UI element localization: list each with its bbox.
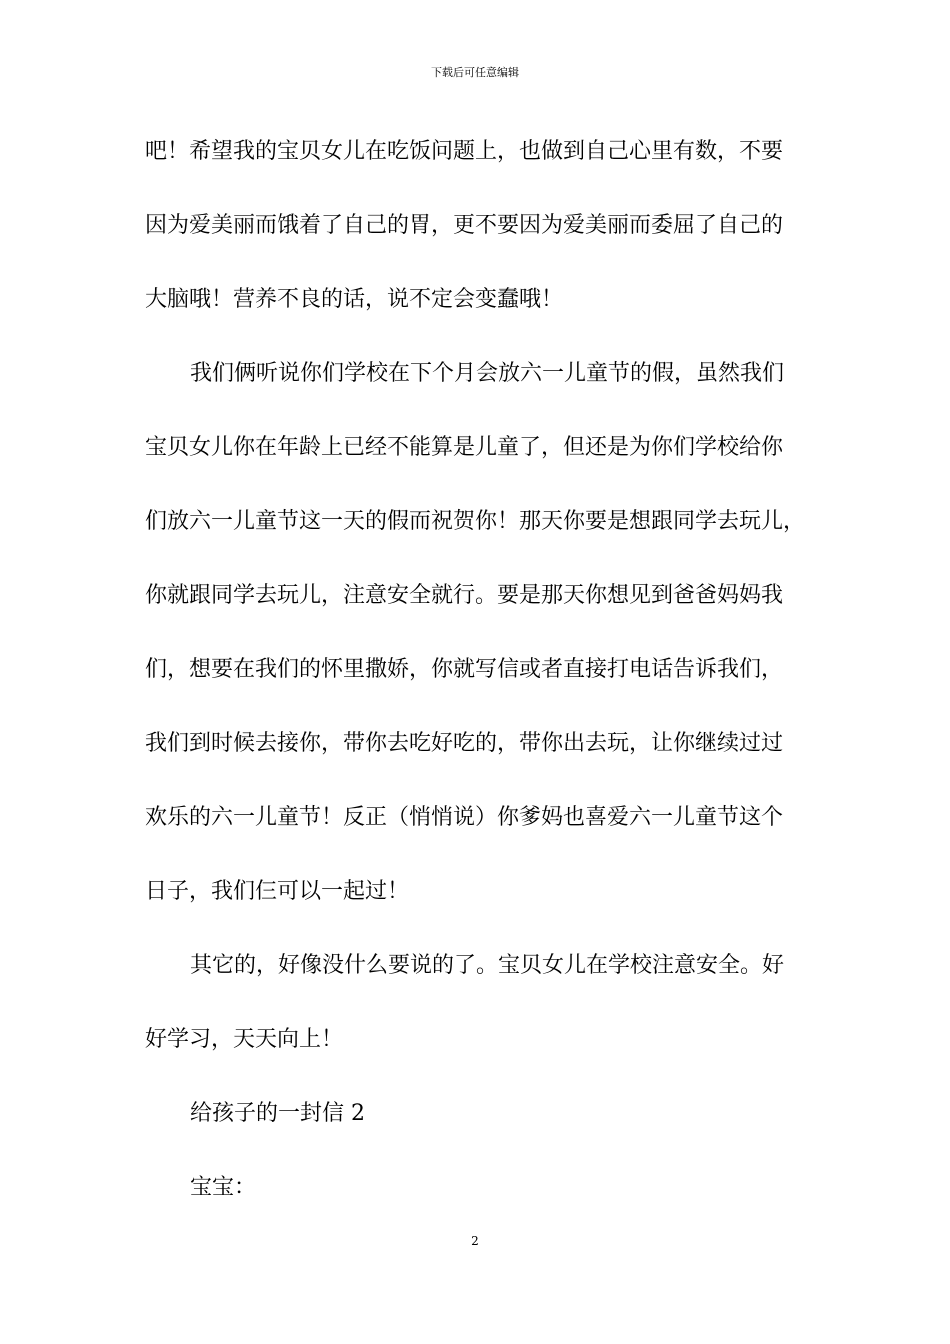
body-line: 因为爱美丽而饿着了自己的胃，更不要因为爱美丽而委屈了自己的 (145, 213, 784, 238)
paragraph-start-line: 我们俩听说你们学校在下个月会放六一儿童节的假，虽然我们 (190, 361, 785, 386)
page-number: 2 (471, 1234, 479, 1248)
body-line: 大脑哦！营养不良的话，说不定会变蠢哦！ (145, 287, 564, 312)
body-line: 们放六一儿童节这一天的假而祝贺你！那天你要是想跟同学去玩儿， (145, 509, 806, 534)
paragraph-start-line: 其它的，好像没什么要说的了。宝贝女儿在学校注意安全。好 (190, 953, 785, 978)
body-line: 宝贝女儿你在年龄上已经不能算是儿童了，但还是为你们学校给你 (145, 435, 784, 460)
body-line: 欢乐的六一儿童节！反正（悄悄说）你爹妈也喜爱六一儿童节这个 (145, 805, 784, 830)
body-line: 们，想要在我们的怀里撒娇，你就写信或者直接打电话告诉我们， (145, 657, 784, 682)
body-line: 好学习，天天向上！ (145, 1027, 344, 1052)
body-line: 吧！希望我的宝贝女儿在吃饭问题上，也做到自己心里有数，不要 (145, 139, 784, 164)
body-line: 你就跟同学去玩儿，注意安全就行。要是那天你想见到爸爸妈妈我 (145, 583, 784, 608)
body-line: 我们到时候去接你，带你去吃好吃的，带你出去玩，让你继续过过 (145, 731, 784, 756)
section-heading: 给孩子的一封信 2 (190, 1101, 365, 1126)
page-header: 下载后可任意编辑 (431, 66, 519, 79)
salutation: 宝宝： (190, 1175, 257, 1200)
body-line: 日子，我们仨可以一起过！ (145, 879, 410, 904)
